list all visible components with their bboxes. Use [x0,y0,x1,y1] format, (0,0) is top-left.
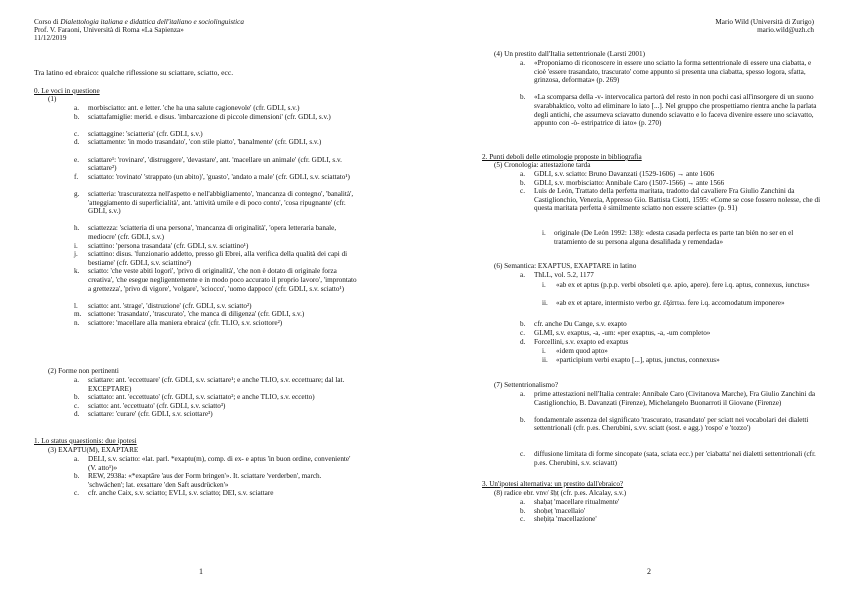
list-item-label: e. [74,155,79,164]
list-item: sciattare¹: 'rovinare', 'distruggere', 'devastare', ant. 'macellare un animale' (cfr. GDLI, s.v. sciattare²) [88,155,342,173]
list-item: sciattino: disus. 'funzionario addetto, presso gli Ebrei, alla verifica della qualità dei capi di bestiame' (cfr. GDLI, s.v. sciattino²) [88,250,348,267]
list-item: Forcellini, s.v. exapto ed exaptus [534,338,629,346]
list-item: sciattato: ant. 'eccettuato' (cfr. GDLI, s.v. sciattato²; e anche TLIO, s.v. eccetto) [88,393,315,402]
example-4-label: (4) Un prestito dall'Italia settentrionale (Larsti 2001) [494,50,645,58]
list-item: sciattafamiglie: merid. e disus. 'imbarcazione di piccole dimensioni' (cfr. GDLI, s.v.) [88,112,331,121]
example-7-label: (7) Settentrionalismo? [494,381,559,389]
list-item-label: a. [74,104,79,112]
list-item-label: ii. [542,299,548,307]
list-item-label: k. [74,267,80,276]
list-item-label: a. [520,170,525,178]
list-item-label: i. [542,347,546,355]
list-item-label: a. [520,390,525,398]
list-item-label: a. [520,59,525,67]
list-item-label: b. [520,178,526,187]
list-item: REW, 2938a: «*exaptāre 'aus der Form bringen'». It. sciattare 'verderben', march. 'schwächen'; lat. exsattare 'den Saft ausdrücken'» [88,472,322,489]
list-item-label: c. [74,401,79,410]
example-3-label: (3) EXAPTU(M), EXAPTARE [48,446,139,454]
list-item: GLMI, s.v. exaptus, -a, -um: «per exaptus, -a, -um completo» [534,329,711,337]
list-item: GDLI, s.v. sciatto: Bruno Davanzati (1529-1606) → ante 1606 [534,170,715,178]
list-item-label: d. [520,338,526,346]
list-item-label: c. [520,329,525,337]
list-item-label: b. [520,93,526,102]
section-3-heading: 3. Un'ipotesi alternativa: un prestito dall'ebraico? [482,480,624,488]
list-item: sciattare: 'curare' (cfr. GDLI, s.v. sciottare³) [88,410,213,419]
list-item: cfr. anche Du Cange, s.v. exapto [534,320,627,328]
list-item: diffusione limitata di forme sincopate (sata, sciata ecc.) per 'ciabatta' nei dialetti settentrionali (cfr. p.es. Cherubini, s.v. sciavatt) [534,450,816,467]
doc-title: Tra latino ed ebraico: qualche riflessione su sciattare, sciatto, ecc. [34,68,234,77]
list-item: sheḥiṭa 'macellazione' [534,515,597,524]
list-item: fondamentale assenza del significato 'trascurato, trasandato' per sciatt nei vocabolari dei dialetti settentrionali (cfr. p.es. Cherubini, s.vv. sciatt (sost. e agg.) 'rospo' e 'tozzo') [534,415,809,433]
example-8-label: (8) radice ebr. vnv/ šḥṭ (cfr. p.es. Alcalay, s.v.) [494,489,627,497]
list-item-label: g. [74,190,80,198]
section-1-heading: 1. Lo status quaestionis: due ipotesi [34,437,137,445]
date-line: 11/12/2019 [34,34,67,42]
list-item-label: c. [74,129,79,138]
list-item: sciatto: 'che veste abiti logori', 'privo di originalità', 'che non è dotato di originale forza creativa', 'che esegue negligentemente e in modo poco accurato il proprio lavoro', 'improntato a grettezza', 'privo di vigore', 'volgare', 'sciocco', 'uomo dappoco' (cfr. GDLI, s.v. sciatto¹) [88,267,357,293]
list-item: prime attestazioni nell'Italia centrale: Annibale Caro (Civitanova Marche), Fra Giulio Zanchini da Castiglionchio, B. Davanzati (Firenze), Michelangelo Buonarroti il Giovane (Firenze) [534,390,816,407]
list-item: morbisciatto: ant. e letter. 'che ha una salute cagionevole' (cfr. GDLI, s.v.) [88,104,300,112]
page-2 [424,0,848,599]
list-item: sciatto: ant. 'eccettuato' (cfr. GDLI, s.v. sciatto³) [88,401,226,410]
list-item: cfr. anche Caix, s.v. sciatto; EVLI, s.v. sciatto; DEI, s.v. sciattare [88,489,274,498]
list-item-label: b. [520,506,526,515]
example-2-label: (2) Forme non pertinenti [48,367,119,375]
example-5-label: (5) Cronologia: attestazione tarda [494,161,591,169]
list-item-label: h. [74,224,80,233]
list-item-label: m. [74,310,82,319]
list-item: ThLL, vol. 5.2, 1177 [534,271,594,279]
list-item: sciattaggine: 'sciatteria' (cfr. GDLI, s.v.) [88,129,203,138]
list-item: sciattino: 'persona trasandata' (cfr. GDLI, s.v. sciattino¹) [88,241,249,250]
list-item-label: a. [74,376,79,384]
page-number-1: 1 [199,567,203,576]
list-item: Luis de León, Trattato della perfetta maritata, tradotto dal cavaliere Fra Giulio Zanchini da Castiglionchio, Venezia, Appresso Gio. Battista Ciotti, 1595: «Come se cose fossero nolesse, che di questa maritata perfetta è similmente sciatto non essere sciatte» (p. 91) [534,187,821,213]
list-item-label: i. [74,241,78,250]
email-line: mario.wild@uzh.ch [757,26,814,34]
list-item: «participium verbi exapto [...], aptus, junctus, connexus» [556,356,720,364]
list-item-label: a. [520,271,525,279]
course-prefix: Corso di [34,18,61,26]
list-item-label: c. [520,450,525,459]
list-item: shaḥaṭ 'macellare ritualmente' [534,498,620,506]
list-item: DELI, s.v. sciatto: «lat. parl. *exaptu(m), comp. di ex- e aptus 'in buon ordine, conveniente' (V. atto¹)» [88,455,351,472]
list-item: GDLI, s.v. morbisciatto: Annibale Caro (1507-1566) → ante 1566 [534,178,725,187]
list-item: sciattezza: 'sciatteria di una persona', 'mancanza di originalità', 'opera letteraria banale, mediocre' (cfr. GDLI, s.v.) [88,224,337,241]
section-2-heading: 2. Punti deboli delle etimologie proposte in bibliografia [482,153,642,161]
list-item-label: d. [74,410,80,419]
section-0-heading: 0. Le voci in questione [34,87,100,95]
list-item: sciattato: 'rovinato' 'strappato (un abito)', 'guasto', 'andato a male' (cfr. GDLI, s.v. sciattato¹) [88,172,350,181]
list-item-label: b. [520,320,526,328]
list-item: «idem quod apto» [556,347,608,355]
list-item-label: b. [74,112,80,121]
list-item: «La scomparsa della -v- intervocalica partorà del resto in non pochi casi all'insorgere di un suono svarabhaktico, volto ad eliminare lo iato [...]. Nel gruppo che prospettiamo rientra anche la parlata degli antichi, che assumeva sciavatto dunendo sciavatto e lo faceva divenire essere uno sciavatto, appunto con -ò- estripatrice di iato» (p. 270) [534,93,817,128]
list-item: sciattamente: 'in modo trasandato', 'con stile piatto', 'banalmente' (cfr. GDLI, s.v.) [88,138,322,147]
page-number-2: 2 [647,567,651,576]
list-item: shoḥeṭ 'macellaio' [534,506,586,515]
course-title: Dialettologia italiana e didattica dell'italiano e sociolinguistica [60,18,244,26]
list-item-label: n. [74,319,80,327]
list-item-label: f. [74,172,79,181]
list-item-label: c. [520,187,525,196]
list-item: sciatto: ant. 'strage', 'distruzione' (cfr. GDLI, s.v. sciatto²) [88,301,252,310]
list-item-label: b. [520,415,526,424]
author-line: Mario Wild (Università di Zurigo) [715,18,814,26]
list-item-label: i. [542,281,546,289]
list-item: «Proponiamo di riconoscere in essere uno sciatto la forma settentrionale di essere una ciabatta, e cioè 'essere trasandato, trascurato' come appunto si presenta una ciabatta, spesso logora, sfatta, grinzosa, deformata» (p. 269) [534,59,812,85]
list-item: «ab ex et aptus (p.p.p. verbi obsoleti q.e. apio, apere). fere i.q. aptus, connexus, iunctus» [556,281,810,289]
list-item-label: ii. [542,356,548,364]
example-1-label: (1) [48,95,57,103]
list-item-label: j. [74,250,78,259]
list-item-label: c. [74,489,79,498]
list-item: sciattare: ant. 'eccettuare' (cfr. GDLI, s.v. sciattare¹; e anche TLIO, s.v. eccettuare; dal lat. EXCEPTARE) [88,376,345,393]
list-item: «ab ex et aptare, intermisto verbo gr. ἐξάπτω. fere i.q. accomodatum imponere» [556,299,785,307]
list-item: sciattone: 'trasandato', 'trascurato', 'che manca di diligenza' (cfr. GDLI, s.v.) [88,310,305,319]
list-item-label: d. [74,138,80,147]
example-6-label: (6) Semantica: EXAPTUS, EXAPTARE in latino [494,262,637,270]
list-item: originale (De León 1992: 138): «desta casada perfecta es parte tan bién no ser en el tratamiento de su persona alguna desaliñada y remendada» [554,229,794,246]
list-item-label: a. [74,455,79,463]
list-item: sciatteria: 'trascuratezza nell'aspetto e nell'abbigliamento', 'mancanza di contegno', 'banalità', 'atteggiamento di superficialità', ant. 'attività umile e di poco conto', 'cosa ripugnante' (cfr. GDLI, s.v.) [88,190,354,216]
list-item-label: l. [74,301,78,310]
professor-line: Prof. V. Faraoni, Università di Roma «La Sapienza» [34,26,184,34]
list-item-label: b. [74,472,80,481]
list-item-label: c. [520,515,525,524]
list-item-label: b. [74,393,80,402]
list-item: sciattore: 'macellare alla maniera ebraica' (cfr. TLIO, s.v. sciottore²) [88,319,283,327]
list-item-label: a. [520,498,525,506]
list-item-label: i. [542,229,546,237]
